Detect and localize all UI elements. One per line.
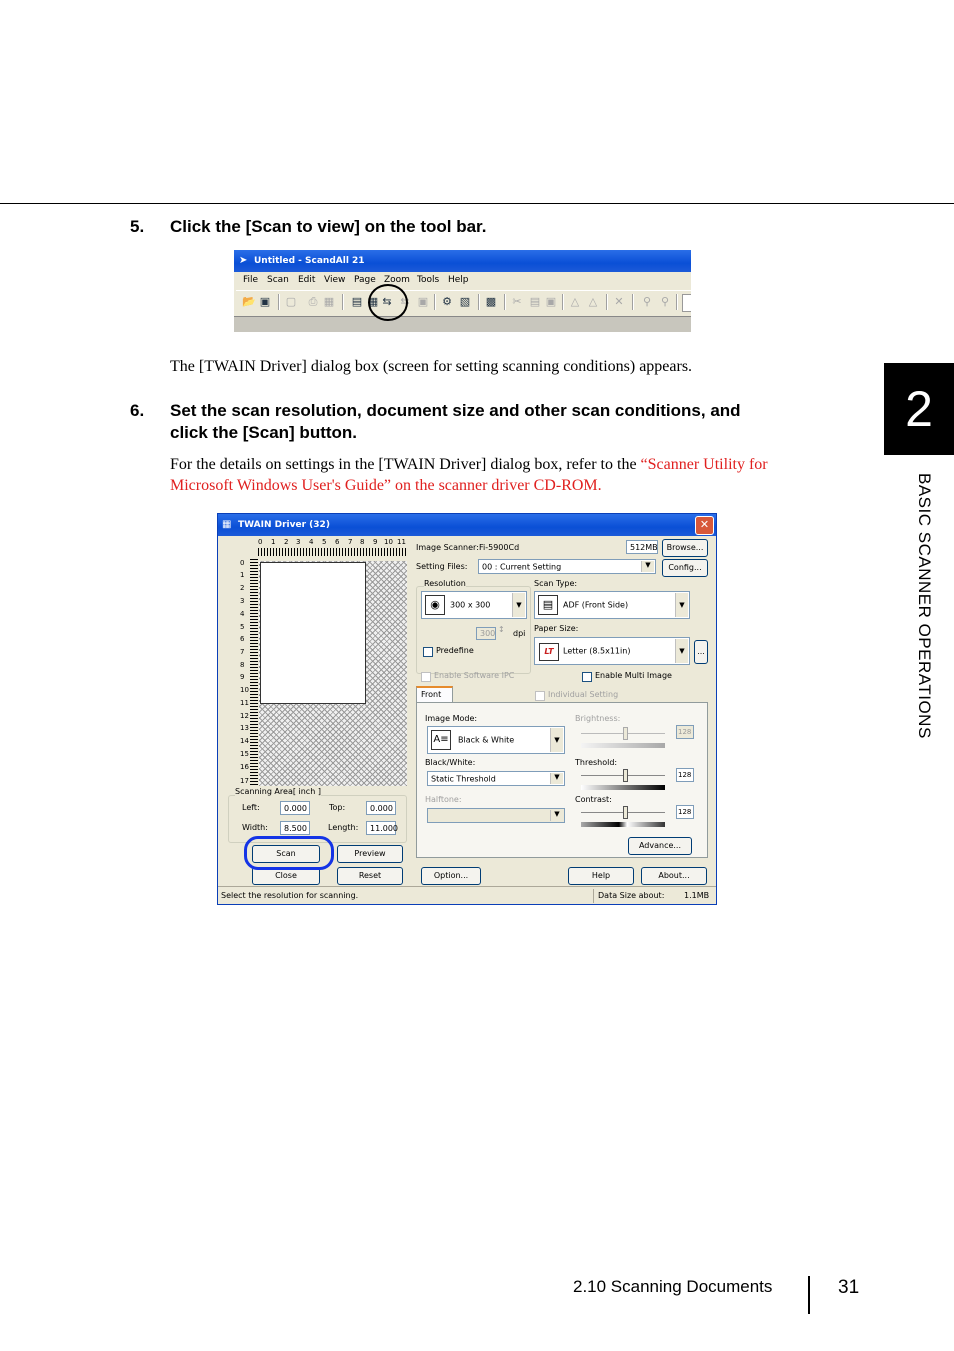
zoom-field[interactable]	[682, 294, 691, 312]
setting-files-label: Setting Files:	[416, 562, 468, 571]
ruler-h-tick: 4	[309, 538, 314, 546]
ruler-h-tick: 5	[322, 538, 327, 546]
menu-page[interactable]: Page	[354, 275, 376, 285]
brightness-label: Brightness:	[575, 714, 621, 723]
ocr-icon[interactable]: ▧	[459, 295, 471, 308]
chevron-down-icon: ▼	[550, 773, 563, 784]
paragraph-reference-line1	[170, 454, 768, 475]
contrast-gradient	[581, 822, 665, 827]
custom-dpi-field[interactable]: 300	[476, 627, 496, 640]
ruler-v-tick: 5	[240, 623, 245, 631]
scan-type-label: Scan Type:	[534, 579, 578, 588]
scan-type-dropdown[interactable]	[534, 591, 690, 619]
chapter-side-label	[906, 473, 938, 813]
zoom-out-icon[interactable]: ⚲	[660, 295, 670, 308]
ruler-h-tick: 7	[348, 538, 353, 546]
ruler-h-tick: 11	[397, 538, 406, 546]
setting-files-value: 00 : Current Setting	[482, 562, 562, 571]
resolution-label: Resolution	[424, 579, 466, 588]
scan-area-page[interactable]	[260, 562, 366, 704]
chapter-tab: 2	[884, 363, 954, 455]
status-bar	[218, 886, 716, 905]
step-6-number: 6.	[130, 401, 145, 420]
footer-divider	[808, 1276, 810, 1314]
spin-icon[interactable]: ↕	[498, 625, 505, 634]
contrast-label: Contrast:	[575, 795, 612, 804]
twain-app-icon: ▦	[222, 519, 232, 530]
ruler-v-tick: 2	[240, 584, 245, 592]
memory-field: 512MB	[626, 540, 658, 554]
scandall-window-screenshot	[234, 250, 691, 332]
scanning-area-label: Scanning Area[ inch ]	[235, 787, 321, 796]
paste-icon[interactable]: ▣	[545, 295, 557, 308]
ruler-v-tick: 8	[240, 661, 245, 669]
scan-button[interactable]: Scan	[252, 845, 320, 863]
setting-files-dropdown[interactable]	[478, 559, 656, 574]
scan-to-file-icon[interactable]: ⇆	[400, 295, 410, 308]
ruler-h-ticks	[258, 548, 406, 556]
menu-scan[interactable]: Scan	[267, 275, 289, 285]
ruler-v-ticks	[250, 559, 258, 785]
threshold-value[interactable]: 128	[676, 768, 694, 782]
advance-button[interactable]: Advance...	[628, 837, 692, 855]
image-scanner-value: Fi-5900Cd	[479, 543, 520, 552]
menu-file[interactable]: File	[243, 275, 259, 285]
top-label: Top:	[329, 803, 346, 812]
vertical-ruler	[240, 559, 258, 787]
cut-icon[interactable]: ✂	[512, 295, 522, 308]
brightness-gradient	[581, 743, 665, 748]
horizontal-ruler	[258, 538, 408, 556]
black-white-label: Black/White:	[425, 758, 476, 767]
chevron-down-icon: ▼	[550, 810, 563, 821]
reset-button[interactable]: Reset	[337, 867, 403, 885]
enable-software-ipc-checkbox[interactable]	[421, 672, 431, 682]
threshold-slider-thumb[interactable]	[623, 769, 628, 782]
brightness-value[interactable]: 128	[676, 725, 694, 739]
width-field[interactable]: 8.500	[280, 821, 310, 835]
twain-title-bar	[218, 514, 716, 536]
print-icon[interactable]: ⎙	[308, 295, 318, 308]
close-icon[interactable]: ✕	[695, 516, 714, 535]
toolbar-separator	[606, 294, 608, 310]
toolbar-separator	[504, 294, 506, 310]
new-icon[interactable]: ▢	[285, 295, 297, 308]
toolbar-separator	[342, 294, 344, 310]
footer-section-title: 2.10 Scanning Documents	[573, 1277, 773, 1296]
toolbar-separator	[278, 294, 280, 310]
length-label: Length:	[328, 823, 359, 832]
scan-icon[interactable]: ▦	[367, 295, 379, 308]
rotate-right-icon[interactable]: △	[588, 295, 598, 308]
close-button[interactable]: Close	[252, 867, 320, 885]
paper-size-more-button[interactable]: ...	[694, 640, 708, 664]
step-6-text-line2: click the [Scan] button.	[170, 423, 358, 442]
chevron-down-icon: ▼	[512, 593, 525, 617]
individual-setting-checkbox[interactable]	[535, 691, 545, 701]
delete-icon[interactable]: ✕	[614, 295, 624, 308]
enable-software-ipc-label: Enable Software IPC	[434, 671, 515, 680]
paper-size-label: Paper Size:	[534, 624, 579, 633]
text-document-icon: A≡	[431, 730, 451, 750]
ruler-v-tick: 0	[240, 559, 245, 567]
scan-to-view-icon[interactable]: ⇆	[382, 295, 392, 308]
toolbar-separator	[676, 294, 678, 310]
header-rule	[0, 203, 954, 204]
scanner-icon: ▤	[538, 595, 558, 615]
tab-front-label: Front	[421, 690, 442, 699]
brightness-slider-thumb[interactable]	[623, 727, 628, 740]
open-icon[interactable]: 📂	[242, 295, 256, 308]
contrast-slider-thumb[interactable]	[623, 806, 628, 819]
ruler-v-tick: 14	[240, 737, 249, 745]
black-white-dropdown[interactable]	[427, 771, 565, 786]
individual-setting-label: Individual Setting	[548, 690, 619, 699]
scanner-select-icon[interactable]: ▤	[351, 295, 363, 308]
users-guide-link[interactable]: “Scanner Utility for	[640, 456, 768, 473]
data-size-value: 1.1MB	[684, 891, 710, 900]
chevron-down-icon: ▼	[550, 728, 563, 752]
menu-edit[interactable]: Edit	[298, 275, 316, 285]
ruler-v-tick: 1	[240, 571, 245, 579]
status-divider	[593, 889, 594, 903]
ruler-v-tick: 10	[240, 686, 249, 694]
black-white-value: Static Threshold	[431, 774, 496, 783]
left-label: Left:	[242, 803, 260, 812]
scandall-app-icon: ➤	[239, 255, 248, 266]
ruler-h-tick: 6	[335, 538, 340, 546]
data-size-label: Data Size about:	[598, 891, 665, 900]
copy-icon[interactable]: ▤	[529, 295, 541, 308]
step-6-text-line1: Set the scan resolution, document size and other scan conditions, and	[170, 401, 741, 420]
preview-button[interactable]: Preview	[337, 845, 403, 863]
users-guide-link-line2[interactable]: Microsoft Windows User's Guide” on the scanner driver CD-ROM.	[170, 477, 602, 494]
image-processing-icon[interactable]: ▩	[485, 295, 497, 308]
image-mode-label: Image Mode:	[425, 714, 478, 723]
rotate-left-icon[interactable]: △	[570, 295, 580, 308]
chevron-down-icon: ▼	[675, 593, 688, 617]
ruler-h-tick: 3	[296, 538, 301, 546]
scandall-menu-bar	[234, 272, 691, 289]
predefine-label: Predefine	[436, 646, 474, 655]
resolution-icon: ◉	[425, 595, 445, 615]
status-text: Select the resolution for scanning.	[221, 891, 359, 900]
highlight-circle-scan-to-view	[368, 284, 408, 321]
paper-size-value: Letter (8.5x11in)	[563, 646, 631, 656]
paper-size-dropdown[interactable]	[534, 637, 690, 665]
halftone-dropdown[interactable]	[427, 808, 565, 823]
toolbar-separator	[434, 294, 436, 310]
toolbar-separator	[632, 294, 634, 310]
chapter-title: BASIC SCANNER OPERATIONS	[915, 473, 934, 739]
top-field[interactable]: 0.000	[366, 801, 396, 815]
toolbar-separator	[562, 294, 564, 310]
ruler-v-tick: 16	[240, 763, 249, 771]
ruler-v-tick: 6	[240, 635, 245, 643]
scandall-toolbar	[236, 290, 691, 313]
enable-multi-image-checkbox[interactable]	[582, 672, 592, 682]
halftone-label: Halftone:	[425, 795, 462, 804]
ruler-v-tick: 13	[240, 724, 249, 732]
ruler-h-tick: 0	[258, 538, 263, 546]
resolution-dropdown[interactable]	[421, 591, 527, 619]
ruler-v-tick: 15	[240, 750, 249, 758]
ruler-v-tick: 12	[240, 712, 249, 720]
toolbar-separator	[478, 294, 480, 310]
zoom-in-icon[interactable]: ⚲	[642, 295, 652, 308]
twain-title: TWAIN Driver (32)	[238, 520, 330, 530]
ruler-h-tick: 1	[271, 538, 276, 546]
ruler-h-tick: 10	[384, 538, 393, 546]
highlight-circle-scan-button	[244, 836, 334, 870]
length-field[interactable]: 11.000	[366, 821, 396, 835]
ruler-v-tick: 7	[240, 648, 245, 656]
help-button[interactable]: Help	[568, 867, 634, 885]
step-5-text: Click the [Scan to view] on the tool bar.	[170, 217, 487, 236]
ruler-v-tick: 11	[240, 699, 249, 707]
scandall-title: Untitled - ScandAll 21	[254, 256, 365, 266]
enable-multi-image-label: Enable Multi Image	[595, 671, 672, 680]
menu-zoom[interactable]: Zoom	[384, 275, 410, 285]
image-scanner-label: Image Scanner:	[416, 543, 479, 552]
menu-view[interactable]: View	[324, 275, 346, 285]
left-field[interactable]: 0.000	[280, 801, 310, 815]
contrast-value[interactable]: 128	[676, 805, 694, 819]
ruler-v-tick: 17	[240, 777, 249, 785]
about-button[interactable]: About...	[641, 867, 707, 885]
print-preview-icon[interactable]: ▦	[323, 295, 335, 308]
scandall-workspace	[234, 316, 691, 332]
threshold-label: Threshold:	[575, 758, 618, 767]
ruler-h-tick: 9	[373, 538, 378, 546]
paper-size-badge: LT	[539, 643, 559, 661]
chevron-down-icon: ▼	[641, 561, 654, 572]
ruler-v-tick: 3	[240, 597, 245, 605]
image-mode-value: Black & White	[458, 735, 515, 745]
ruler-v-tick: 9	[240, 673, 245, 681]
option-button[interactable]: Option...	[421, 867, 481, 885]
resolution-value: 300 x 300	[450, 600, 491, 610]
menu-help[interactable]: Help	[448, 275, 469, 285]
step-5-number: 5.	[130, 217, 145, 236]
reference-prefix: For the details on settings in the [TWAIN Driver] dialog box, refer to the	[170, 456, 641, 473]
width-label: Width:	[242, 823, 268, 832]
paragraph-dialog-appears: The [TWAIN Driver] dialog box (screen for setting scanning conditions) appears.	[170, 358, 693, 375]
scan-type-value: ADF (Front Side)	[563, 600, 629, 610]
dpi-unit-label: dpi	[513, 629, 526, 638]
config-button[interactable]: Config...	[662, 559, 708, 577]
ruler-h-tick: 8	[360, 538, 365, 546]
page-number: 31	[838, 1277, 860, 1298]
batch-scan-icon[interactable]: ▣	[417, 295, 429, 308]
predefine-checkbox[interactable]	[423, 647, 433, 657]
ruler-h-tick: 2	[284, 538, 289, 546]
scanner-settings-icon[interactable]: ⚙	[442, 295, 452, 308]
threshold-gradient	[581, 785, 665, 790]
image-mode-dropdown[interactable]	[427, 726, 565, 754]
ruler-v-tick: 4	[240, 610, 245, 618]
chevron-down-icon: ▼	[675, 639, 688, 663]
menu-tools[interactable]: Tools	[417, 275, 440, 285]
save-icon[interactable]: ▣	[259, 295, 271, 308]
scandall-title-bar	[234, 250, 691, 272]
browse-button[interactable]: Browse...	[662, 539, 708, 557]
